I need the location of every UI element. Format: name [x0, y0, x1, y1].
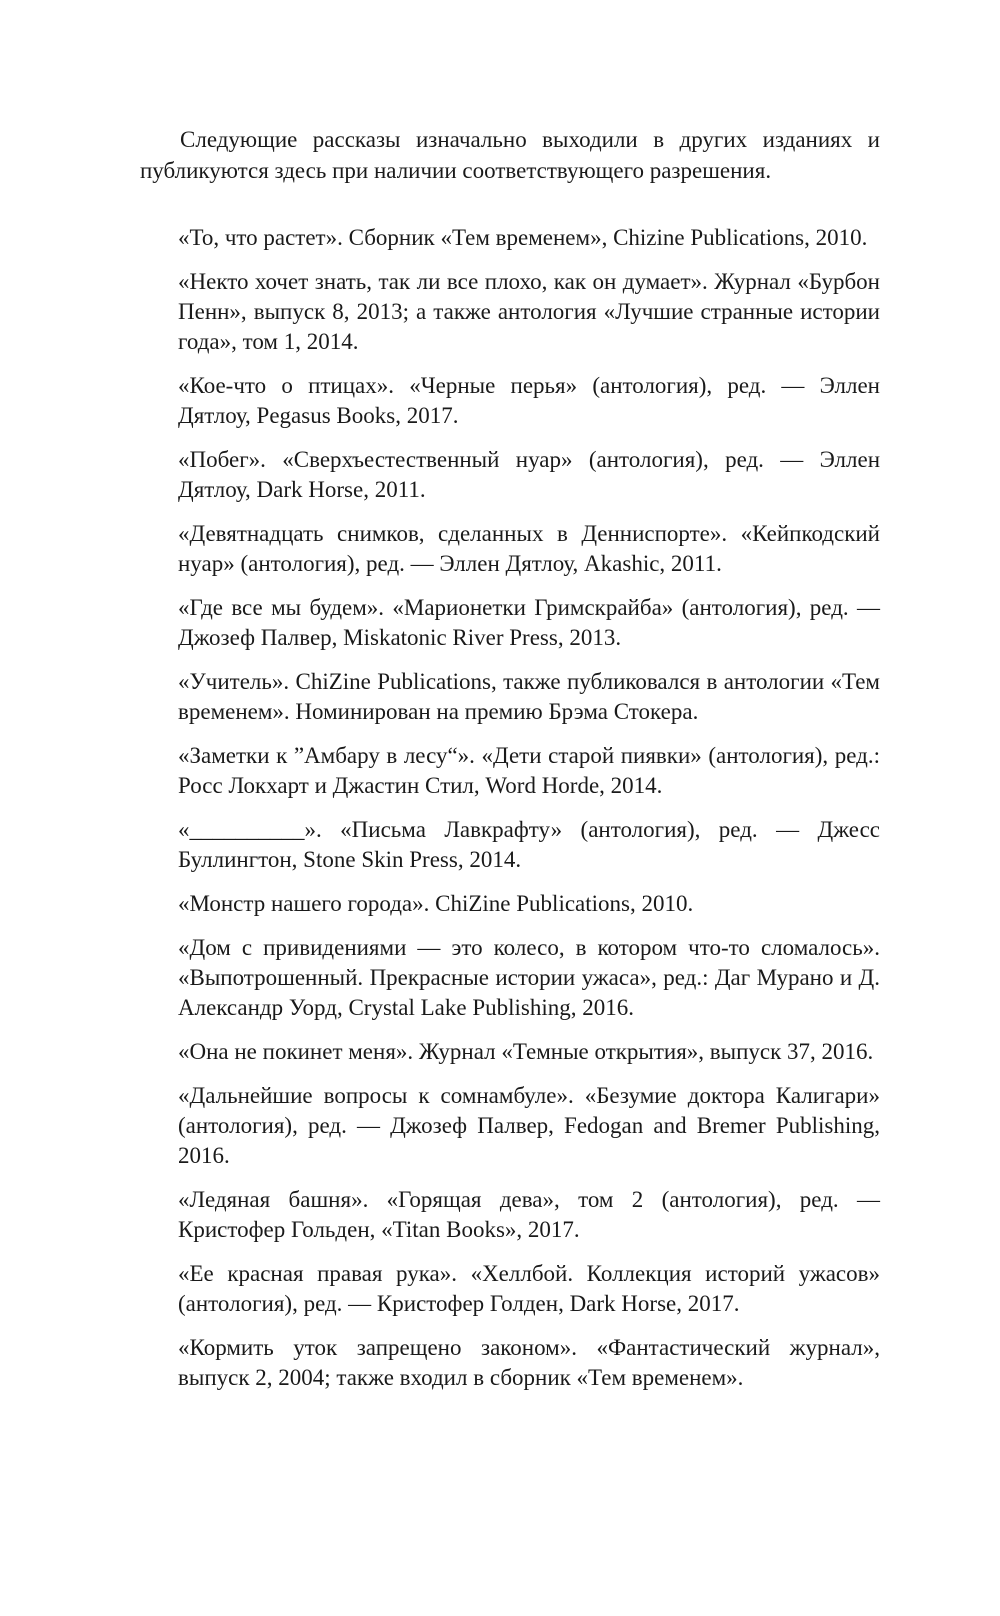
credit-item: «Побег». «Сверхъестественный нуар» (антология), ред. — Эллен Дятлоу, Dark Horse, 2011. — [178, 447, 880, 502]
credit-item: «Кормить уток запрещено законом». «Фантастический журнал», выпуск 2, 2004; также входил в сборник «Тем временем». — [178, 1335, 880, 1390]
publication-credits-list — [178, 223, 880, 1407]
credit-item: «Учитель». ChiZine Publications, также публиковался в антологии «Тем временем». Номинирован на премию Брэма Стокера. — [178, 669, 880, 724]
credit-item: «Девятнадцать снимков, сделанных в Денниспорте». «Кейпкодский нуар» (антология), ред. — Эллен Дятлоу, Akashic, 2011. — [178, 521, 880, 576]
credit-item: «Заметки к ”Амбару в лесу“». «Дети старой пиявки» (антология), ред.: Росс Локхарт и Джастин Стил, Word Horde, 2014. — [178, 743, 880, 798]
credit-item: «Дом с привидениями — это колесо, в котором что-то сломалось». «Выпотрошенный. Прекрасные истории ужаса», ред.: Даг Мурано и Д. Александр Уорд, Crystal Lake Publishing, 2016. — [178, 935, 880, 1020]
credit-item: «Дальнейшие вопросы к сомнамбуле». «Безумие доктора Калигари» (антология), ред. — Джозеф Палвер, Fedogan and Bremer Publishing, 2016. — [178, 1083, 880, 1168]
credit-item: «__________». «Письма Лавкрафту» (антология), ред. — Джесс Буллингтон, Stone Skin Press, 2014. — [178, 817, 880, 872]
credit-item: «То, что растет». Сборник «Тем временем», Chizine Publications, 2010. — [178, 225, 868, 250]
credit-item: «Некто хочет знать, так ли все плохо, как он думает». Журнал «Бурбон Пенн», выпуск 8, 2013; а также антология «Лучшие странные истории года», том 1, 2014. — [178, 269, 880, 354]
credit-item: «Она не покинет меня». Журнал «Темные открытия», выпуск 37, 2016. — [178, 1039, 874, 1064]
credit-item: «Кое-что о птицах». «Черные перья» (антология), ред. — Эллен Дятлоу, Pegasus Books, 2017. — [178, 373, 880, 428]
credit-item: «Монстр нашего города». ChiZine Publications, 2010. — [178, 891, 694, 916]
credit-item: «Ее красная правая рука». «Хеллбой. Коллекция историй ужасов» (антология), ред. — Кристофер Голден, Dark Horse, 2017. — [178, 1261, 880, 1316]
credit-item: «Ледяная башня». «Горящая дева», том 2 (антология), ред. — Кристофер Гольден, «Titan Books», 2017. — [178, 1187, 880, 1242]
intro-paragraph: Следующие рассказы изначально выходили в других изданиях и публикуются здесь при наличии соответствующего разрешения. — [140, 127, 880, 183]
credit-item: «Где все мы будем». «Марионетки Гримскрайба» (антология), ред. — Джозеф Палвер, Miskatonic River Press, 2013. — [178, 595, 880, 650]
